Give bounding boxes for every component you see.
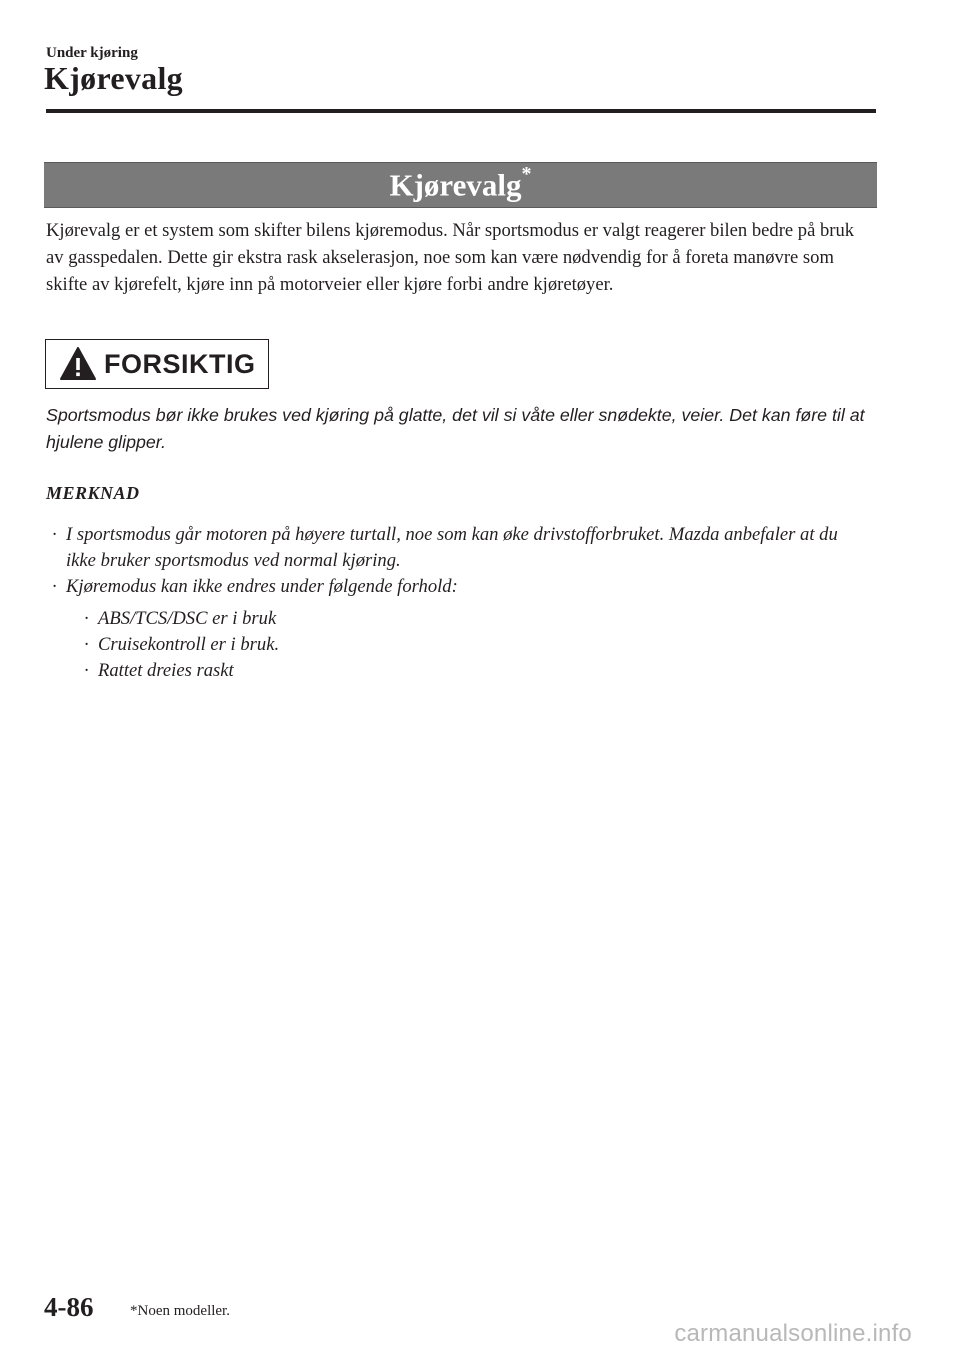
bullet-dot: · <box>84 634 89 655</box>
sub-note-item-text: Cruisekontroll er i bruk. <box>98 634 280 655</box>
sub-note-item <box>84 658 872 684</box>
note-item-text: I sportsmodus går motoren på høyere turtall, noe som kan øke drivstofforbruket. Mazda anbefaler at du ikke bruker sportsmodus ved normal kjøring. <box>66 524 838 571</box>
header-divider <box>46 109 876 113</box>
bullet-dot: · <box>84 660 89 681</box>
chapter-label: Under kjøring <box>46 45 138 61</box>
sub-note-item <box>84 606 872 632</box>
bullet-dot: · <box>52 524 57 545</box>
sub-note-item <box>84 632 872 658</box>
note-heading: MERKNAD <box>46 483 140 503</box>
caution-label: FORSIKTIG <box>104 348 256 379</box>
intro-paragraph: Kjørevalg er et system som skifter bilens kjøremodus. Når sportsmodus er valgt reagerer bilen bedre på bruk av gasspedalen. Dette gir ekstra rask akselerasjon, noe som kan være nødvendig for å foreta manøvre som skifte av kjørefelt, kjøre inn på motorveier eller kjøre forbi andre kjøretøyer. <box>46 220 855 295</box>
caution-text: Sportsmodus bør ikke brukes ved kjøring på glatte, det vil si våte eller snødekte, veier. Det kan føre til at hjulene glipper. <box>46 405 865 452</box>
topic-title <box>389 162 532 203</box>
note-item <box>52 522 872 574</box>
footnote: *Noen modeller. <box>130 1303 230 1319</box>
sub-note-item-text: Rattet dreies raskt <box>98 660 234 681</box>
section-title: Kjørevalg <box>44 60 183 96</box>
note-item <box>52 574 872 684</box>
page-number: 4-86 <box>44 1292 94 1322</box>
watermark: carmanualsonline.info <box>674 1320 912 1347</box>
caution-box <box>45 339 269 389</box>
optional-equipment-marker: * <box>521 162 532 185</box>
note-list <box>52 522 872 684</box>
topic-banner <box>44 162 877 208</box>
note-item-text: Kjøremodus kan ikke endres under følgende forhold: <box>66 576 458 597</box>
sub-note-list <box>84 606 872 684</box>
topic-title-text: Kjørevalg <box>389 167 522 203</box>
bullet-dot: · <box>52 576 57 597</box>
sub-note-item-text: ABS/TCS/DSC er i bruk <box>98 608 277 629</box>
bullet-dot: · <box>84 608 89 629</box>
warning-triangle-icon <box>58 344 98 384</box>
